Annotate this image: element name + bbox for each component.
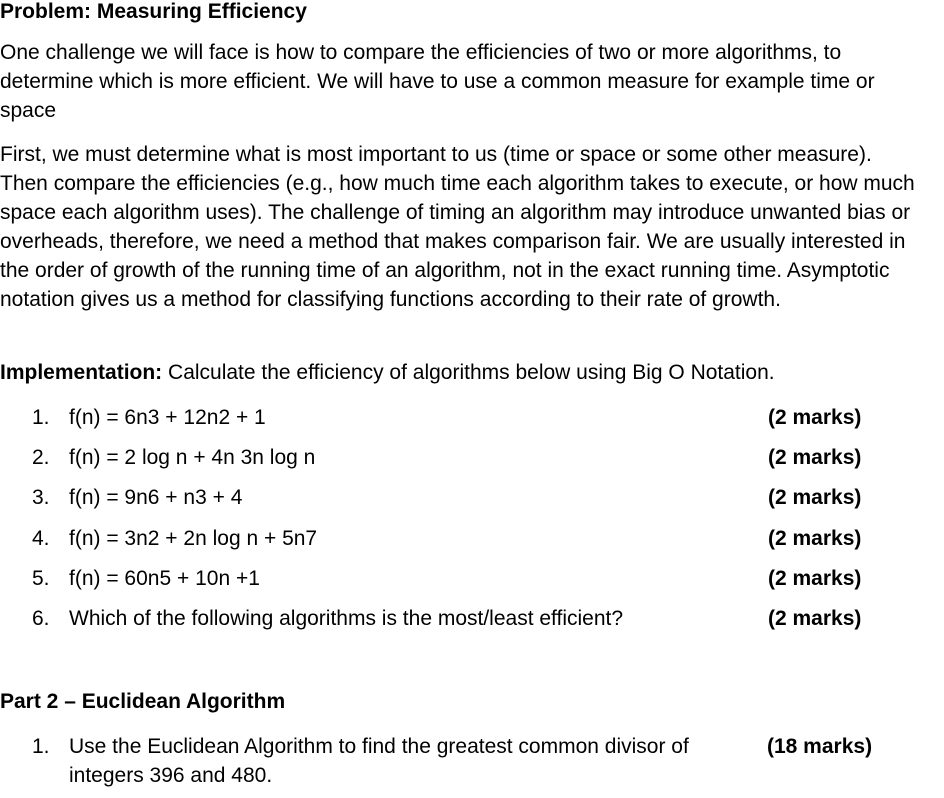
list-item [0,565,944,605]
item-number: 1. [32,406,50,429]
list-item [0,484,944,524]
item-number: 4. [32,526,50,550]
item-number: 1. [32,735,50,758]
item-text: f(n) = 2 log n + 4n 3n log n [69,446,316,470]
item-marks: (2 marks) [768,566,862,590]
item-marks: (18 marks) [767,735,873,758]
problem-title: Problem: Measuring Efficiency [0,0,307,23]
item-text: Use the Euclidean Algorithm to find the greatest common divisor of integers 396 and 480. [69,735,689,787]
problem-paragraph-2: First, we must determine what is most important to us (time or space or some other measure). Then compare the efficiencies (e.g., how much time each algorithm takes to execute, or how much space each algorithm uses). The challenge of timing an algorithm may introduce unwanted bias or overheads, therefore, we need a method that makes comparison fair. We are usually interested in the order of growth of the running time of an algorithm, not in the exact running time. Asymptotic notation gives us a method for classifying functions according to their rate of growth. [0,143,915,311]
item-marks: (2 marks) [768,486,862,510]
item-number: 6. [32,606,50,630]
list-item [0,444,944,484]
item-number: 2. [32,446,50,470]
implementation-text: Calculate the efficiency of algorithms below using Big O Notation. [162,361,775,384]
item-text: f(n) = 6n3 + 12n2 + 1 [69,406,266,429]
problem-paragraph-1: One challenge we will face is how to compare the efficiencies of two or more algorithms, to determine which is more efficient. We will have to use a common measure for example time or space [0,41,875,122]
item-number: 5. [32,566,50,590]
item-marks: (2 marks) [768,406,862,429]
list-item [0,525,944,565]
list-item [0,732,944,792]
implementation-list [0,404,944,645]
part2-title: Part 2 – Euclidean Algorithm [0,690,286,713]
item-marks: (2 marks) [768,526,862,550]
item-text: f(n) = 60n5 + 10n +1 [69,566,260,590]
item-marks: (2 marks) [768,446,862,470]
list-item [0,605,944,645]
implementation-label: Implementation: [0,361,163,384]
item-number: 3. [32,486,50,510]
item-text: f(n) = 9n6 + n3 + 4 [69,486,243,510]
item-text: Which of the following algorithms is the most/least efficient? [69,606,624,630]
item-text: f(n) = 3n2 + 2n log n + 5n7 [69,526,318,550]
list-item [0,404,944,444]
implementation-paragraph [0,358,920,387]
item-marks: (2 marks) [768,606,862,630]
